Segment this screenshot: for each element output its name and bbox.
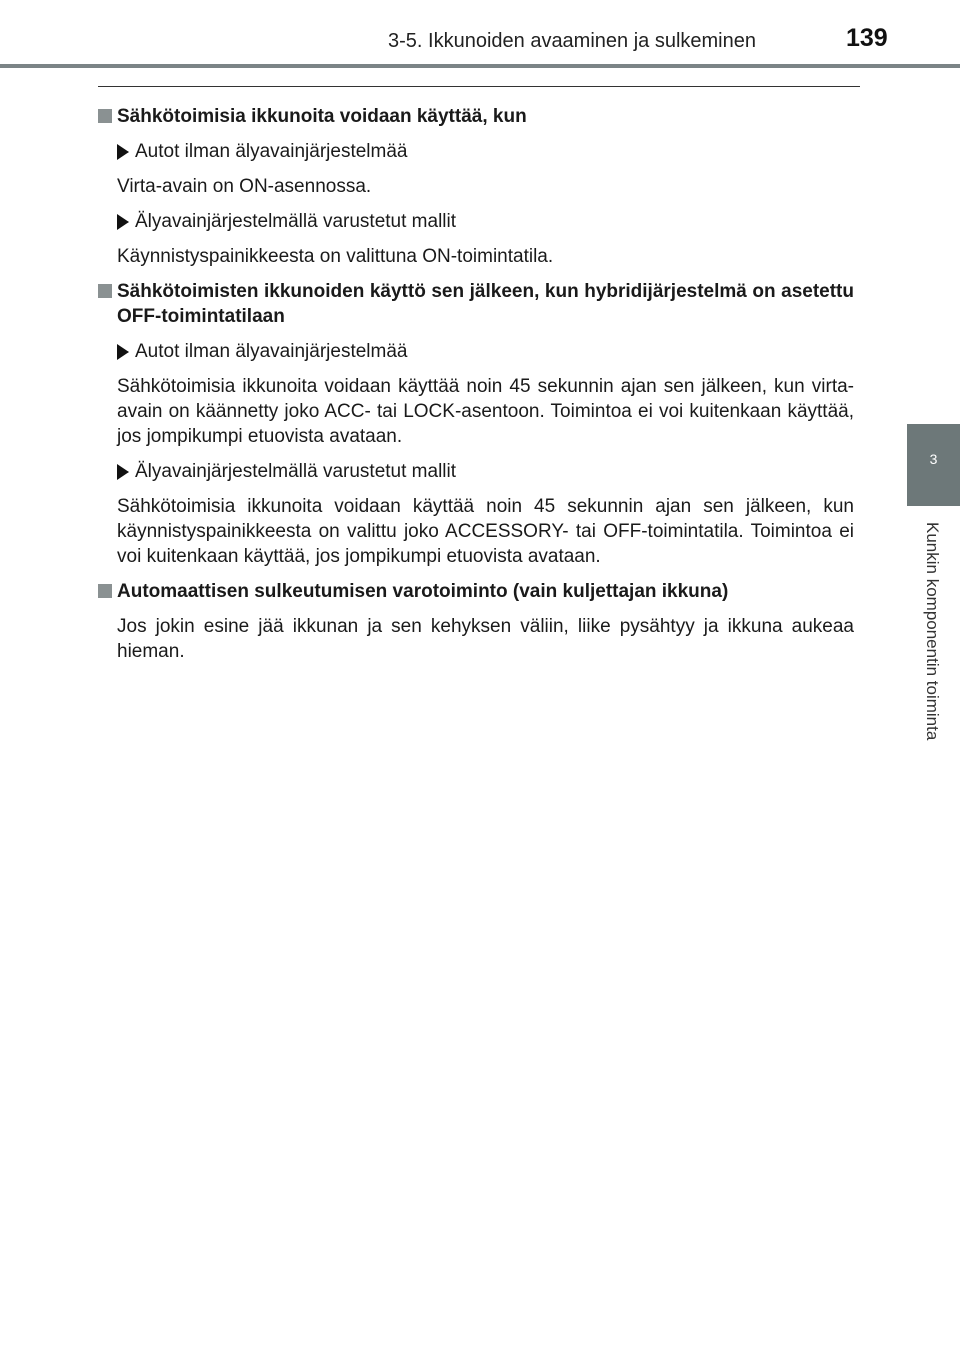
section-heading — [98, 579, 854, 604]
sub-heading-text: Autot ilman älyavainjärjestelmää — [135, 341, 408, 362]
content-rule — [98, 86, 860, 87]
chapter-label: Kunkin komponentin toiminta — [923, 522, 942, 741]
header-title: 3-5. Ikkunoiden avaaminen ja sulkeminen — [388, 30, 756, 52]
section-heading-text: Sähkötoimisia ikkunoita voidaan käyttää, kun — [117, 106, 527, 127]
sub-heading-text: Älyavainjärjestelmällä varustetut mallit — [135, 211, 457, 232]
sub-heading — [98, 459, 854, 484]
section-heading — [98, 279, 854, 329]
page-number: 139 — [846, 24, 888, 52]
body-text: Käynnistyspainikkeesta on valittuna ON-toimintatila. — [117, 246, 554, 267]
sub-heading — [98, 139, 854, 164]
sub-heading-text: Älyavainjärjestelmällä varustetut mallit — [135, 461, 457, 482]
chapter-number: 3 — [929, 451, 938, 467]
triangle-bullet-icon — [117, 344, 129, 360]
sub-heading — [98, 339, 854, 364]
section-heading — [98, 104, 854, 129]
page-content — [98, 96, 854, 674]
square-bullet-icon — [98, 109, 112, 123]
triangle-bullet-icon — [117, 214, 129, 230]
header-rule — [0, 64, 960, 68]
body-text: Sähkötoimisia ikkunoita voidaan käyttää noin 45 sekunnin ajan sen jälkeen, kun käynnistyspainikkeesta on valittu joko ACCESSORY- tai OFF-toimintatila. Toimintoa ei voi kuitenkaan käyttää, jos jompikumpi etuovista avataan. — [117, 496, 854, 567]
square-bullet-icon — [98, 284, 112, 298]
body-text: Sähkötoimisia ikkunoita voidaan käyttää noin 45 sekunnin ajan sen jälkeen, kun virta-avain on käännetty joko ACC- tai LOCK-asentoon. Toimintoa ei voi kuitenkaan käyttää, jos jompikumpi etuovista avataan. — [117, 376, 854, 447]
triangle-bullet-icon — [117, 144, 129, 160]
chapter-tab — [907, 424, 960, 506]
body-text: Jos jokin esine jää ikkunan ja sen kehyksen väliin, liike pysähtyy ja ikkuna aukeaa hieman. — [117, 616, 854, 662]
sub-heading — [98, 209, 854, 234]
body-text: Virta-avain on ON-asennossa. — [117, 176, 372, 197]
chapter-label-box — [909, 506, 960, 796]
sub-heading-text: Autot ilman älyavainjärjestelmää — [135, 141, 408, 162]
section-heading-text: Automaattisen sulkeutumisen varotoiminto (vain kuljettajan ikkuna) — [117, 581, 729, 602]
triangle-bullet-icon — [117, 464, 129, 480]
square-bullet-icon — [98, 584, 112, 598]
section-heading-text: Sähkötoimisten ikkunoiden käyttö sen jälkeen, kun hybridijärjestelmä on asetettu OFF-toimintatilaan — [117, 281, 854, 327]
